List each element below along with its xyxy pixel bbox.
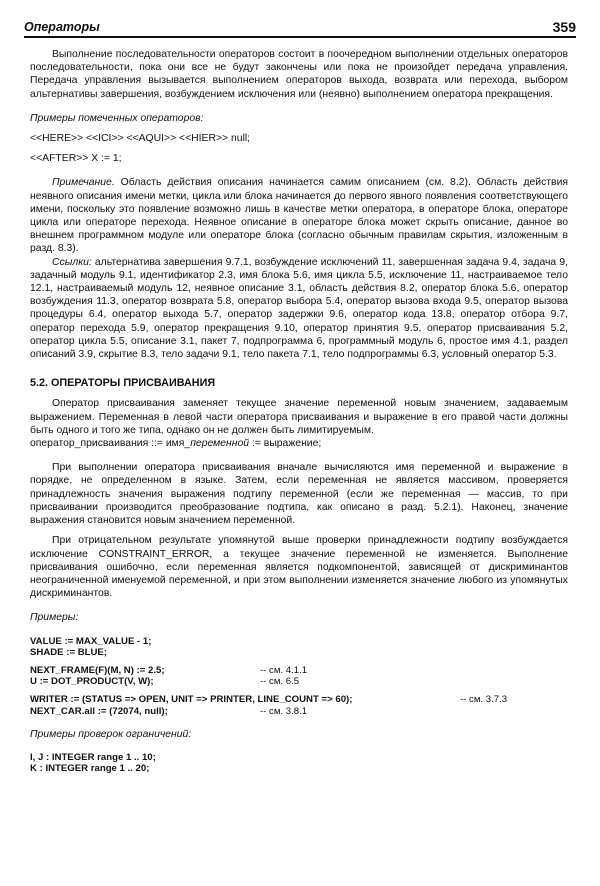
labeled-examples-heading: Примеры помеченных операторов: — [30, 112, 204, 124]
execution-paragraph: При выполнении оператора присваивания вначале вычисляются имя переменной и выражение в порядке, не определенном в языке. Затем, если переменная не является массивом, проверяется принадлежность значения выражения подтипу переменной (если же переменная — массив, то при присваивании производится преобразование подтипа, как описано в разд. 5.2.1). Наконец, значение выражения становится новым значением переменной. — [30, 462, 568, 527]
code-line: SHADE := BLUE; — [30, 646, 108, 658]
intro-paragraph: Выполнение последовательности операторов состоит в поочередном выполнении отдельных операторов последовательности, пока они все не будут закончены или пока не произойдет передача управления. Передача управления вызывается выполнением операторов выхода, возврата или перехода, выбором альтернативы завершения, возбуждением исключения или (неявно) выполнением оператора прекращения. — [30, 49, 568, 100]
code-line-row — [30, 706, 568, 717]
syntax-rule — [30, 437, 568, 450]
page-number: 359 — [552, 19, 576, 35]
section-title: Операторы — [24, 20, 100, 34]
code-line: I, J : INTEGER range 1 .. 10; — [30, 751, 156, 763]
code-line: U := DOT_PRODUCT(V, W); — [30, 676, 154, 688]
syntax-name-italic: переменной — [190, 438, 250, 450]
constraint-examples-heading: Примеры проверок ограничений: — [30, 728, 192, 740]
examples-heading: Примеры: — [30, 612, 79, 624]
code-line-row — [30, 694, 568, 705]
code-comment: -- см. 3.7.3 — [460, 694, 508, 706]
syntax-name: имя_ — [165, 438, 191, 450]
code-line: K : INTEGER range 1 .. 20; — [30, 763, 150, 775]
note-text: Область действия описания начинается самим описанием (см. 8.2). Область действия неявного описания имени метки, цикла или блока начинается до первого явного появления соответствующего имени, поскольку это появление возможно лишь в качестве метки оператора, в операторе блока, операторе цикла или операторе перехода. Неявное описание в операторе блока может скрыть описание, данное во внешнем программном модуле или операторе блока (согласно обычным правилам скрытия, изложенным в разд. 8.3). — [30, 177, 568, 255]
page-body — [30, 48, 568, 774]
code-comment: -- см. 6.5 — [260, 676, 300, 688]
assignment-paragraph: Оператор присваивания заменяет текущее значение переменной новым значением, задаваемым выражением. Переменная в левой части оператора присваивания и выражение в его правой части должны быть одного и того же типа, однако он не должен быть лимитируемым. — [30, 398, 568, 436]
code-comment: -- см. 4.1.1 — [260, 664, 308, 676]
code-line: VALUE := MAX_VALUE - 1; — [30, 635, 152, 647]
running-header — [24, 20, 576, 42]
note-paragraph — [30, 176, 568, 255]
code-line: NEXT_CAR.all := (72074, null); — [30, 705, 168, 717]
header-rule — [24, 36, 576, 38]
code-line-row — [30, 676, 568, 687]
code-line: NEXT_FRAME(F)(M, N) := 2.5; — [30, 664, 165, 676]
references-label: Ссылки: — [52, 256, 92, 268]
references-text: альтернатива завершения 9.7.1, возбуждение исключений 11, завершенная задача 9.4, задача 9, задачный модуль 9.1, идентификатор 2.3, имя блока 5.6, имя цикла 5.5, исключение 11, настраиваемое тело 12.1, настраиваемый модуль 12, неявное описание 3.1, область действия 8.2, оператор блока 5.6, оператор возбуждения 11.3, оператор возврата 5.8, оператор выбора 5.4, оператор вызова входа 9.5, оператор вызова процедуры 6.4, оператор выхода 5.7, оператор задержки 9.6, оператор кода 13.8, оператор отбора 9.7, оператор перехода 5.9, оператор прекращения 9.10, оператор принятия 9.5, оператор присваивания 5.2, оператор цикла 5.5, описание 3.1, пакет 7, подпрограмма 6, программный модуль 6, простое имя 4.1, раздел описаний 3.9, скрытие 8.3, тело задачи 9.1, тело пакета 7.1, тело подпрограммы 6.3, условный оператор 5.3. — [30, 256, 568, 361]
check-paragraph: При отрицательном результате упомянутой выше проверки принадлежности подтипу возбуждается исключение CONSTRAINT_ERROR, а текущее значение переменной не изменяется. Выполнение присваивания ошибочно, если переменная является подкомпонентой, зависящей от дискриминантов неограниченной именуемой переменной, и при этом выполнении изменяется значение любого из упомянутых дискриминантов. — [30, 535, 568, 600]
constraint-examples — [30, 752, 568, 774]
syntax-rhs: := выражение; — [251, 438, 322, 450]
note-label: Примечание. — [52, 177, 115, 189]
code-comment: -- см. 3.8.1 — [260, 705, 308, 717]
code-examples — [30, 636, 568, 717]
section-heading: 5.2. ОПЕРАТОРЫ ПРИСВАИВАНИЯ — [30, 377, 216, 390]
syntax-lhs: оператор_присваивания ::= — [30, 438, 163, 450]
code-line: WRITER := (STATUS => OPEN, UNIT => PRINTER, LINE_COUNT => 60); — [30, 694, 353, 706]
references-paragraph — [30, 256, 568, 362]
code-line-row — [30, 665, 568, 676]
labeled-example-line: <<HERE>> <<ICI>> <<AQUI>> <<HIER>> null; — [30, 133, 251, 145]
labeled-example-line: <<AFTER>> X := 1; — [30, 153, 122, 165]
